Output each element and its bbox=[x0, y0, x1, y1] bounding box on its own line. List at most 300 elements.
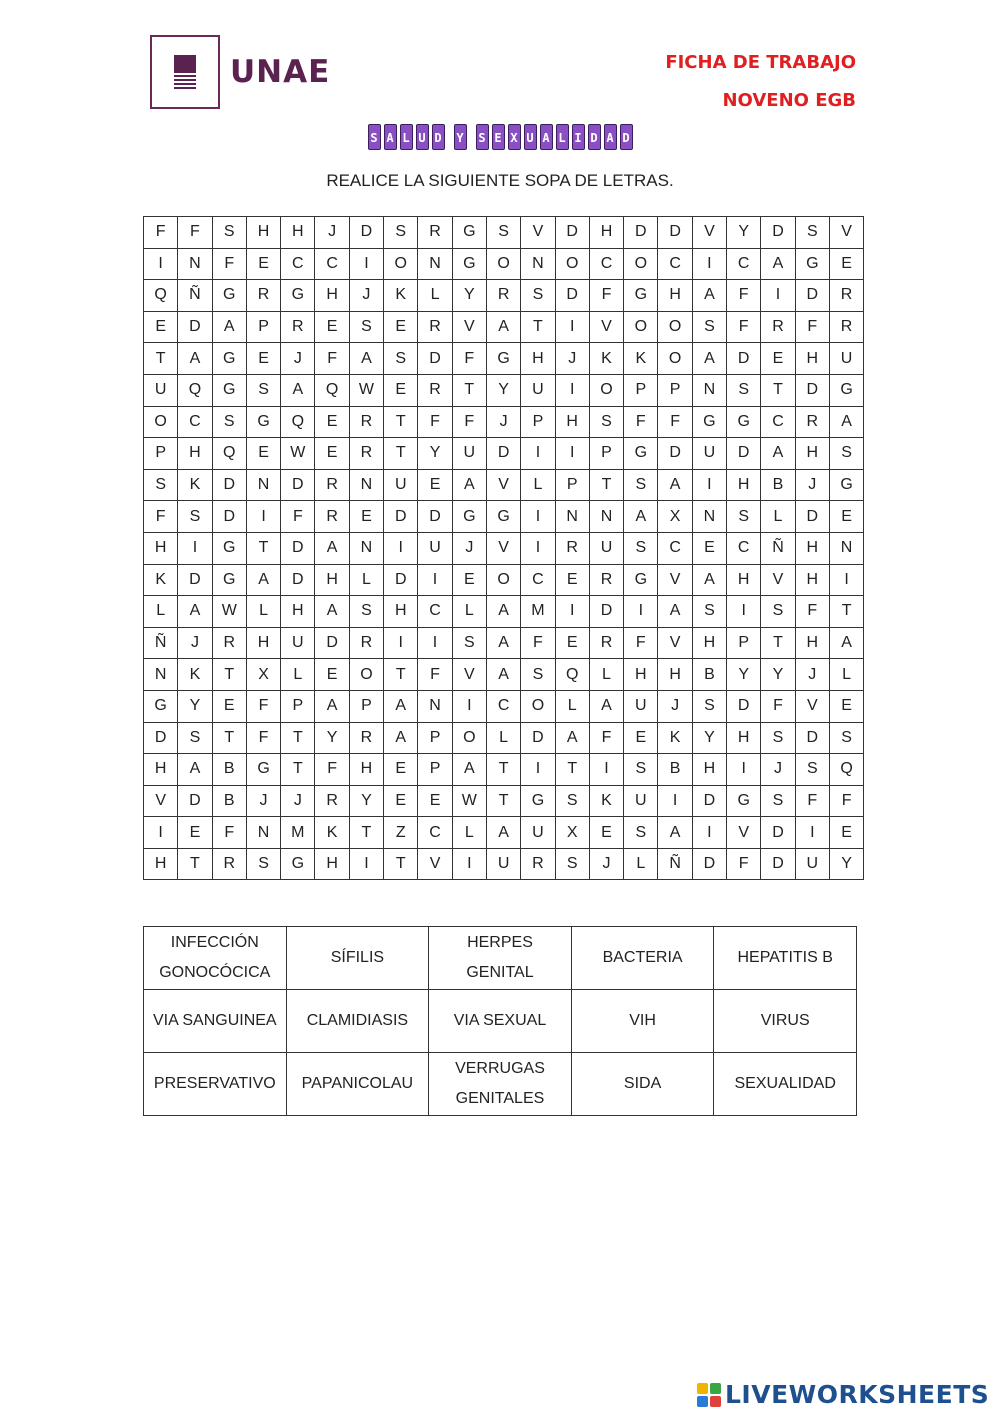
grid-cell[interactable]: S bbox=[624, 532, 658, 564]
grid-cell[interactable]: G bbox=[486, 343, 520, 375]
grid-cell[interactable]: A bbox=[315, 690, 349, 722]
grid-cell[interactable]: G bbox=[624, 438, 658, 470]
grid-cell[interactable]: F bbox=[178, 217, 212, 249]
grid-cell[interactable]: U bbox=[692, 438, 726, 470]
grid-cell[interactable]: H bbox=[795, 564, 829, 596]
grid-cell[interactable]: S bbox=[727, 501, 761, 533]
grid-cell[interactable]: C bbox=[418, 817, 452, 849]
grid-cell[interactable]: G bbox=[829, 469, 863, 501]
grid-cell[interactable]: K bbox=[658, 722, 692, 754]
grid-cell[interactable]: P bbox=[727, 627, 761, 659]
grid-cell[interactable]: E bbox=[246, 438, 280, 470]
grid-cell[interactable]: H bbox=[727, 722, 761, 754]
grid-cell[interactable]: Q bbox=[555, 659, 589, 691]
grid-cell[interactable]: I bbox=[452, 690, 486, 722]
grid-cell[interactable]: H bbox=[624, 659, 658, 691]
grid-cell[interactable]: E bbox=[144, 311, 178, 343]
grid-cell[interactable]: A bbox=[624, 501, 658, 533]
grid-cell[interactable]: H bbox=[315, 280, 349, 312]
grid-cell[interactable]: R bbox=[212, 848, 246, 880]
grid-cell[interactable]: I bbox=[727, 596, 761, 628]
grid-cell[interactable]: X bbox=[658, 501, 692, 533]
grid-cell[interactable]: G bbox=[727, 406, 761, 438]
grid-cell[interactable]: E bbox=[418, 785, 452, 817]
grid-cell[interactable]: K bbox=[589, 785, 623, 817]
grid-cell[interactable]: U bbox=[589, 532, 623, 564]
grid-cell[interactable]: P bbox=[281, 690, 315, 722]
grid-cell[interactable]: U bbox=[521, 817, 555, 849]
grid-cell[interactable]: S bbox=[521, 659, 555, 691]
grid-cell[interactable]: F bbox=[589, 280, 623, 312]
grid-cell[interactable]: D bbox=[315, 627, 349, 659]
grid-cell[interactable]: X bbox=[555, 817, 589, 849]
grid-cell[interactable]: G bbox=[521, 785, 555, 817]
grid-cell[interactable]: F bbox=[418, 659, 452, 691]
grid-cell[interactable]: T bbox=[281, 722, 315, 754]
grid-cell[interactable]: D bbox=[727, 343, 761, 375]
grid-cell[interactable]: E bbox=[315, 659, 349, 691]
grid-cell[interactable]: H bbox=[349, 754, 383, 786]
grid-cell[interactable]: D bbox=[727, 438, 761, 470]
grid-cell[interactable]: I bbox=[761, 280, 795, 312]
grid-cell[interactable]: A bbox=[178, 754, 212, 786]
grid-cell[interactable]: S bbox=[178, 501, 212, 533]
grid-cell[interactable]: V bbox=[486, 532, 520, 564]
grid-cell[interactable]: S bbox=[829, 722, 863, 754]
grid-cell[interactable]: J bbox=[452, 532, 486, 564]
grid-cell[interactable]: T bbox=[555, 754, 589, 786]
grid-cell[interactable]: G bbox=[624, 280, 658, 312]
grid-cell[interactable]: U bbox=[829, 343, 863, 375]
grid-cell[interactable]: J bbox=[178, 627, 212, 659]
grid-cell[interactable]: O bbox=[658, 343, 692, 375]
grid-cell[interactable]: V bbox=[795, 690, 829, 722]
grid-cell[interactable]: B bbox=[658, 754, 692, 786]
grid-cell[interactable]: I bbox=[795, 817, 829, 849]
grid-cell[interactable]: S bbox=[624, 817, 658, 849]
grid-cell[interactable]: R bbox=[589, 627, 623, 659]
grid-cell[interactable]: Y bbox=[486, 374, 520, 406]
grid-cell[interactable]: K bbox=[384, 280, 418, 312]
grid-cell[interactable]: H bbox=[246, 217, 280, 249]
grid-cell[interactable]: D bbox=[795, 722, 829, 754]
grid-cell[interactable]: U bbox=[521, 374, 555, 406]
grid-cell[interactable]: K bbox=[178, 659, 212, 691]
grid-cell[interactable]: I bbox=[144, 248, 178, 280]
grid-cell[interactable]: S bbox=[144, 469, 178, 501]
grid-cell[interactable]: F bbox=[761, 690, 795, 722]
grid-cell[interactable]: T bbox=[144, 343, 178, 375]
grid-cell[interactable]: S bbox=[452, 627, 486, 659]
grid-cell[interactable]: R bbox=[418, 311, 452, 343]
grid-cell[interactable]: Ñ bbox=[761, 532, 795, 564]
grid-cell[interactable]: T bbox=[178, 848, 212, 880]
grid-cell[interactable]: D bbox=[281, 564, 315, 596]
grid-cell[interactable]: O bbox=[452, 722, 486, 754]
grid-cell[interactable]: I bbox=[658, 785, 692, 817]
grid-cell[interactable]: O bbox=[624, 248, 658, 280]
grid-cell[interactable]: F bbox=[212, 817, 246, 849]
grid-cell[interactable]: E bbox=[452, 564, 486, 596]
grid-cell[interactable]: R bbox=[795, 406, 829, 438]
grid-cell[interactable]: N bbox=[829, 532, 863, 564]
grid-cell[interactable]: S bbox=[246, 848, 280, 880]
grid-cell[interactable]: L bbox=[624, 848, 658, 880]
grid-cell[interactable]: D bbox=[795, 280, 829, 312]
grid-cell[interactable]: H bbox=[795, 343, 829, 375]
grid-cell[interactable]: A bbox=[178, 343, 212, 375]
grid-cell[interactable]: U bbox=[281, 627, 315, 659]
grid-cell[interactable]: A bbox=[486, 817, 520, 849]
grid-cell[interactable]: V bbox=[452, 311, 486, 343]
grid-cell[interactable]: N bbox=[178, 248, 212, 280]
grid-cell[interactable]: D bbox=[555, 217, 589, 249]
grid-cell[interactable]: D bbox=[795, 374, 829, 406]
grid-cell[interactable]: F bbox=[624, 406, 658, 438]
grid-cell[interactable]: D bbox=[178, 785, 212, 817]
grid-cell[interactable]: A bbox=[829, 627, 863, 659]
grid-cell[interactable]: N bbox=[589, 501, 623, 533]
grid-cell[interactable]: G bbox=[212, 564, 246, 596]
grid-cell[interactable]: I bbox=[521, 438, 555, 470]
grid-cell[interactable]: R bbox=[349, 722, 383, 754]
grid-cell[interactable]: G bbox=[246, 754, 280, 786]
grid-cell[interactable]: I bbox=[246, 501, 280, 533]
grid-cell[interactable]: E bbox=[212, 690, 246, 722]
grid-cell[interactable]: J bbox=[589, 848, 623, 880]
grid-cell[interactable]: O bbox=[521, 690, 555, 722]
grid-cell[interactable]: V bbox=[692, 217, 726, 249]
grid-cell[interactable]: S bbox=[555, 785, 589, 817]
grid-cell[interactable]: E bbox=[555, 627, 589, 659]
grid-cell[interactable]: H bbox=[315, 564, 349, 596]
grid-cell[interactable]: R bbox=[349, 438, 383, 470]
grid-cell[interactable]: R bbox=[315, 785, 349, 817]
grid-cell[interactable]: E bbox=[555, 564, 589, 596]
grid-cell[interactable]: S bbox=[795, 217, 829, 249]
grid-cell[interactable]: T bbox=[212, 659, 246, 691]
grid-cell[interactable]: P bbox=[624, 374, 658, 406]
grid-cell[interactable]: F bbox=[418, 406, 452, 438]
grid-cell[interactable]: F bbox=[246, 690, 280, 722]
grid-cell[interactable]: I bbox=[555, 374, 589, 406]
grid-cell[interactable]: S bbox=[692, 311, 726, 343]
grid-cell[interactable]: D bbox=[761, 217, 795, 249]
grid-cell[interactable]: T bbox=[486, 754, 520, 786]
grid-cell[interactable]: H bbox=[521, 343, 555, 375]
grid-cell[interactable]: S bbox=[829, 438, 863, 470]
grid-cell[interactable]: H bbox=[144, 532, 178, 564]
grid-cell[interactable]: A bbox=[384, 690, 418, 722]
grid-cell[interactable]: Q bbox=[281, 406, 315, 438]
grid-cell[interactable]: F bbox=[212, 248, 246, 280]
grid-cell[interactable]: I bbox=[521, 501, 555, 533]
grid-cell[interactable]: C bbox=[178, 406, 212, 438]
grid-cell[interactable]: I bbox=[418, 627, 452, 659]
grid-cell[interactable]: L bbox=[246, 596, 280, 628]
grid-cell[interactable]: Y bbox=[761, 659, 795, 691]
grid-cell[interactable]: S bbox=[624, 469, 658, 501]
grid-cell[interactable]: A bbox=[315, 532, 349, 564]
grid-cell[interactable]: X bbox=[246, 659, 280, 691]
grid-cell[interactable]: B bbox=[212, 754, 246, 786]
grid-cell[interactable]: V bbox=[589, 311, 623, 343]
grid-cell[interactable]: E bbox=[829, 501, 863, 533]
grid-cell[interactable]: R bbox=[246, 280, 280, 312]
grid-cell[interactable]: A bbox=[315, 596, 349, 628]
grid-cell[interactable]: H bbox=[178, 438, 212, 470]
grid-cell[interactable]: Y bbox=[829, 848, 863, 880]
grid-cell[interactable]: E bbox=[829, 248, 863, 280]
grid-cell[interactable]: M bbox=[521, 596, 555, 628]
grid-cell[interactable]: D bbox=[281, 532, 315, 564]
grid-cell[interactable]: J bbox=[658, 690, 692, 722]
grid-cell[interactable]: A bbox=[761, 248, 795, 280]
grid-cell[interactable]: O bbox=[144, 406, 178, 438]
grid-cell[interactable]: C bbox=[315, 248, 349, 280]
grid-cell[interactable]: N bbox=[246, 469, 280, 501]
grid-cell[interactable]: V bbox=[418, 848, 452, 880]
grid-cell[interactable]: R bbox=[315, 469, 349, 501]
grid-cell[interactable]: D bbox=[384, 501, 418, 533]
grid-cell[interactable]: A bbox=[692, 280, 726, 312]
grid-cell[interactable]: F bbox=[727, 280, 761, 312]
grid-cell[interactable]: A bbox=[555, 722, 589, 754]
grid-cell[interactable]: G bbox=[829, 374, 863, 406]
grid-cell[interactable]: R bbox=[349, 627, 383, 659]
grid-cell[interactable]: F bbox=[795, 785, 829, 817]
grid-cell[interactable]: F bbox=[452, 343, 486, 375]
grid-cell[interactable]: G bbox=[281, 848, 315, 880]
grid-cell[interactable]: H bbox=[315, 848, 349, 880]
grid-cell[interactable]: I bbox=[692, 248, 726, 280]
grid-cell[interactable]: A bbox=[178, 596, 212, 628]
grid-cell[interactable]: R bbox=[555, 532, 589, 564]
grid-cell[interactable]: J bbox=[281, 343, 315, 375]
grid-cell[interactable]: Ñ bbox=[658, 848, 692, 880]
grid-cell[interactable]: L bbox=[486, 722, 520, 754]
grid-cell[interactable]: N bbox=[521, 248, 555, 280]
grid-cell[interactable]: P bbox=[521, 406, 555, 438]
grid-cell[interactable]: N bbox=[418, 690, 452, 722]
grid-cell[interactable]: U bbox=[144, 374, 178, 406]
grid-cell[interactable]: Y bbox=[178, 690, 212, 722]
grid-cell[interactable]: B bbox=[761, 469, 795, 501]
grid-cell[interactable]: L bbox=[761, 501, 795, 533]
grid-cell[interactable]: O bbox=[589, 374, 623, 406]
grid-cell[interactable]: D bbox=[555, 280, 589, 312]
grid-cell[interactable]: V bbox=[727, 817, 761, 849]
grid-cell[interactable]: I bbox=[521, 532, 555, 564]
grid-cell[interactable]: V bbox=[486, 469, 520, 501]
grid-cell[interactable]: I bbox=[829, 564, 863, 596]
grid-cell[interactable]: F bbox=[452, 406, 486, 438]
grid-cell[interactable]: D bbox=[761, 848, 795, 880]
grid-cell[interactable]: R bbox=[829, 280, 863, 312]
grid-cell[interactable]: T bbox=[761, 374, 795, 406]
grid-cell[interactable]: E bbox=[418, 469, 452, 501]
grid-cell[interactable]: P bbox=[349, 690, 383, 722]
grid-cell[interactable]: S bbox=[692, 690, 726, 722]
grid-cell[interactable]: V bbox=[829, 217, 863, 249]
grid-cell[interactable]: A bbox=[658, 469, 692, 501]
grid-cell[interactable]: G bbox=[452, 501, 486, 533]
grid-cell[interactable]: L bbox=[555, 690, 589, 722]
grid-cell[interactable]: G bbox=[692, 406, 726, 438]
grid-cell[interactable]: Y bbox=[452, 280, 486, 312]
grid-cell[interactable]: D bbox=[692, 785, 726, 817]
grid-cell[interactable]: H bbox=[246, 627, 280, 659]
grid-cell[interactable]: Y bbox=[349, 785, 383, 817]
grid-cell[interactable]: L bbox=[349, 564, 383, 596]
grid-cell[interactable]: D bbox=[727, 690, 761, 722]
grid-cell[interactable]: P bbox=[418, 722, 452, 754]
grid-cell[interactable]: S bbox=[212, 217, 246, 249]
grid-cell[interactable]: S bbox=[589, 406, 623, 438]
grid-cell[interactable]: V bbox=[521, 217, 555, 249]
grid-cell[interactable]: T bbox=[486, 785, 520, 817]
grid-cell[interactable]: F bbox=[589, 722, 623, 754]
grid-cell[interactable]: V bbox=[658, 627, 692, 659]
grid-cell[interactable]: G bbox=[212, 374, 246, 406]
grid-cell[interactable]: H bbox=[795, 438, 829, 470]
grid-cell[interactable]: S bbox=[178, 722, 212, 754]
grid-cell[interactable]: F bbox=[795, 311, 829, 343]
grid-cell[interactable]: D bbox=[384, 564, 418, 596]
grid-cell[interactable]: R bbox=[829, 311, 863, 343]
grid-cell[interactable]: L bbox=[452, 596, 486, 628]
grid-cell[interactable]: D bbox=[212, 469, 246, 501]
grid-cell[interactable]: D bbox=[624, 217, 658, 249]
grid-cell[interactable]: D bbox=[761, 817, 795, 849]
grid-cell[interactable]: S bbox=[795, 754, 829, 786]
grid-cell[interactable]: A bbox=[692, 564, 726, 596]
grid-cell[interactable]: V bbox=[658, 564, 692, 596]
grid-cell[interactable]: F bbox=[624, 627, 658, 659]
grid-cell[interactable]: A bbox=[349, 343, 383, 375]
grid-cell[interactable]: A bbox=[829, 406, 863, 438]
grid-cell[interactable]: R bbox=[349, 406, 383, 438]
grid-cell[interactable]: U bbox=[795, 848, 829, 880]
grid-cell[interactable]: R bbox=[212, 627, 246, 659]
grid-cell[interactable]: S bbox=[384, 343, 418, 375]
grid-cell[interactable]: J bbox=[555, 343, 589, 375]
grid-cell[interactable]: B bbox=[692, 659, 726, 691]
grid-cell[interactable]: J bbox=[246, 785, 280, 817]
grid-cell[interactable]: J bbox=[486, 406, 520, 438]
grid-cell[interactable]: D bbox=[658, 217, 692, 249]
grid-cell[interactable]: D bbox=[418, 501, 452, 533]
grid-cell[interactable]: R bbox=[761, 311, 795, 343]
grid-cell[interactable]: D bbox=[281, 469, 315, 501]
grid-cell[interactable]: I bbox=[555, 438, 589, 470]
grid-cell[interactable]: P bbox=[418, 754, 452, 786]
grid-cell[interactable]: F bbox=[727, 848, 761, 880]
grid-cell[interactable]: S bbox=[761, 722, 795, 754]
grid-cell[interactable]: R bbox=[589, 564, 623, 596]
grid-cell[interactable]: C bbox=[727, 532, 761, 564]
grid-cell[interactable]: G bbox=[246, 406, 280, 438]
grid-cell[interactable]: E bbox=[384, 785, 418, 817]
grid-cell[interactable]: I bbox=[624, 596, 658, 628]
grid-cell[interactable]: E bbox=[315, 406, 349, 438]
grid-cell[interactable]: F bbox=[144, 217, 178, 249]
grid-cell[interactable]: E bbox=[315, 438, 349, 470]
grid-cell[interactable]: F bbox=[658, 406, 692, 438]
grid-cell[interactable]: U bbox=[452, 438, 486, 470]
grid-cell[interactable]: P bbox=[144, 438, 178, 470]
grid-cell[interactable]: I bbox=[349, 248, 383, 280]
grid-cell[interactable]: P bbox=[589, 438, 623, 470]
grid-cell[interactable]: I bbox=[521, 754, 555, 786]
grid-cell[interactable]: F bbox=[795, 596, 829, 628]
grid-cell[interactable]: K bbox=[178, 469, 212, 501]
grid-cell[interactable]: A bbox=[246, 564, 280, 596]
grid-cell[interactable]: A bbox=[761, 438, 795, 470]
grid-cell[interactable]: D bbox=[212, 501, 246, 533]
grid-cell[interactable]: L bbox=[521, 469, 555, 501]
grid-cell[interactable]: A bbox=[486, 596, 520, 628]
grid-cell[interactable]: I bbox=[178, 532, 212, 564]
grid-cell[interactable]: T bbox=[829, 596, 863, 628]
grid-cell[interactable]: A bbox=[589, 690, 623, 722]
grid-cell[interactable]: S bbox=[212, 406, 246, 438]
grid-cell[interactable]: Ñ bbox=[144, 627, 178, 659]
grid-cell[interactable]: I bbox=[384, 532, 418, 564]
grid-cell[interactable]: U bbox=[418, 532, 452, 564]
grid-cell[interactable]: G bbox=[212, 280, 246, 312]
grid-cell[interactable]: P bbox=[658, 374, 692, 406]
grid-cell[interactable]: U bbox=[486, 848, 520, 880]
grid-cell[interactable]: E bbox=[178, 817, 212, 849]
grid-cell[interactable]: C bbox=[589, 248, 623, 280]
grid-cell[interactable]: U bbox=[624, 785, 658, 817]
grid-cell[interactable]: A bbox=[452, 754, 486, 786]
grid-cell[interactable]: E bbox=[692, 532, 726, 564]
grid-cell[interactable]: Y bbox=[692, 722, 726, 754]
grid-cell[interactable]: V bbox=[452, 659, 486, 691]
grid-cell[interactable]: Q bbox=[829, 754, 863, 786]
grid-cell[interactable]: F bbox=[315, 343, 349, 375]
grid-cell[interactable]: M bbox=[281, 817, 315, 849]
grid-cell[interactable]: C bbox=[521, 564, 555, 596]
grid-cell[interactable]: O bbox=[658, 311, 692, 343]
grid-cell[interactable]: K bbox=[144, 564, 178, 596]
grid-cell[interactable]: O bbox=[349, 659, 383, 691]
grid-cell[interactable]: P bbox=[246, 311, 280, 343]
grid-cell[interactable]: A bbox=[658, 596, 692, 628]
grid-cell[interactable]: O bbox=[486, 248, 520, 280]
grid-cell[interactable]: G bbox=[727, 785, 761, 817]
grid-cell[interactable]: C bbox=[658, 532, 692, 564]
grid-cell[interactable]: R bbox=[315, 501, 349, 533]
grid-cell[interactable]: F bbox=[281, 501, 315, 533]
grid-cell[interactable]: N bbox=[144, 659, 178, 691]
grid-cell[interactable]: H bbox=[281, 596, 315, 628]
grid-cell[interactable]: E bbox=[829, 690, 863, 722]
grid-cell[interactable]: K bbox=[315, 817, 349, 849]
grid-cell[interactable]: R bbox=[521, 848, 555, 880]
grid-cell[interactable]: T bbox=[452, 374, 486, 406]
grid-cell[interactable]: T bbox=[246, 532, 280, 564]
grid-cell[interactable]: H bbox=[555, 406, 589, 438]
grid-cell[interactable]: C bbox=[281, 248, 315, 280]
grid-cell[interactable]: T bbox=[521, 311, 555, 343]
grid-cell[interactable]: E bbox=[761, 343, 795, 375]
grid-cell[interactable]: O bbox=[555, 248, 589, 280]
grid-cell[interactable]: J bbox=[315, 217, 349, 249]
grid-cell[interactable]: S bbox=[624, 754, 658, 786]
